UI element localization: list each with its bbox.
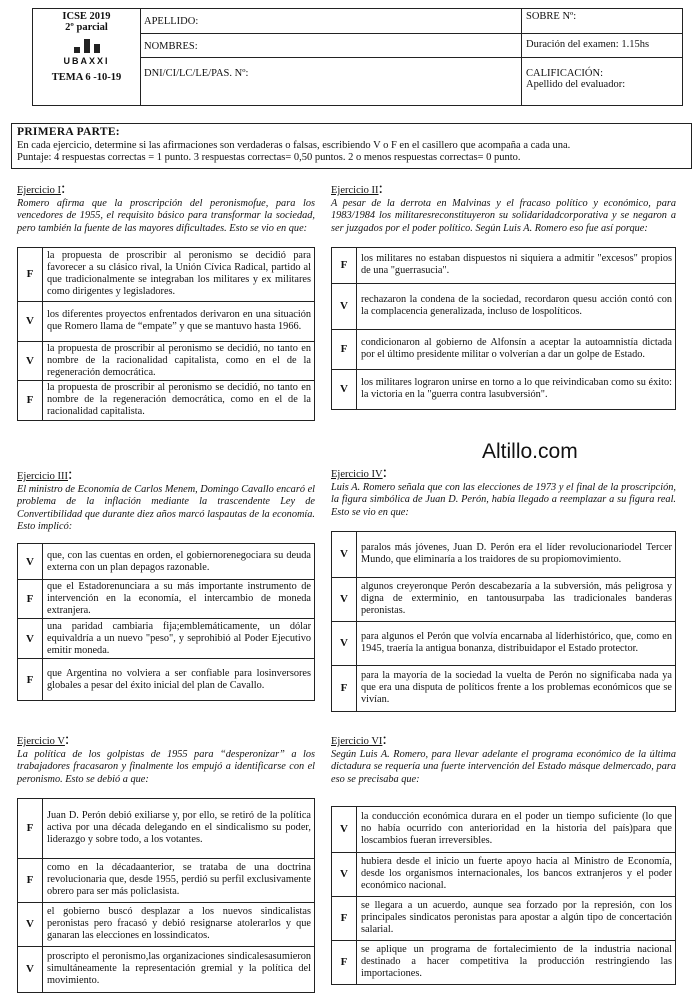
statement-text: paralos más jóvenes, Juan D. Perón era el líder revolucionariodel Tercer Mundo, que eliminaría a los traidores de su propiomovimiento. bbox=[357, 531, 676, 577]
answer-box[interactable]: V bbox=[332, 806, 357, 852]
sobre-label: SOBRE Nº: bbox=[526, 11, 577, 22]
answer-box[interactable]: F bbox=[332, 247, 357, 283]
answer-box[interactable]: F bbox=[18, 580, 43, 619]
section-title: PRIMERA PARTE: bbox=[17, 126, 120, 138]
answer-box[interactable]: F bbox=[18, 247, 43, 301]
apellido-label: APELLIDO: bbox=[144, 16, 199, 27]
statement-row bbox=[332, 665, 676, 711]
duracion-label: Duración del examen: 1.15hs bbox=[526, 39, 650, 50]
sobre-field[interactable] bbox=[522, 9, 683, 34]
answer-table bbox=[17, 247, 315, 421]
answer-box[interactable]: F bbox=[332, 896, 357, 940]
answer-box[interactable]: F bbox=[332, 329, 357, 369]
tema-label: TEMA 6 -10-19 bbox=[51, 72, 122, 83]
answer-table bbox=[331, 806, 676, 985]
course-name: ICSE 2019 bbox=[62, 11, 111, 22]
statement-row bbox=[332, 577, 676, 621]
statement-row bbox=[18, 858, 315, 902]
answer-box[interactable]: V bbox=[18, 544, 43, 580]
exercise-statement: El ministro de Economía de Carlos Menem, Domingo Cavallo encaró el problema de la inflación mediante la trascendente Ley de Convertibilidad que durante diez años marcó laspautas de la economía. Esto implicó: bbox=[17, 484, 315, 532]
statement-row bbox=[18, 946, 315, 992]
apellido-field[interactable] bbox=[141, 9, 522, 34]
exercise-1: Ejercicio I: Romero afirma que la proscripción del peronismofue, para los vencedores de 1955, el requisito básico para transformar la sociedad, pero también la fuente de las mayores dificultades. Esto se vio en que: F la propuesta de proscribir al peronismo se decidió para favorecer a su clásico rival, la Unión Cívica Radical, partido al que tradicionalmente se integraban los militares y ex militares como dirigentes y legisladores. V los diferentes proyectos enfrentados derivaron en una situación que Romero llama de “empate” y que se mantuvo hasta 1966. V la propuesta de proscribir al peronismo se decidió, no tanto en nombre de la racionalidad capitalista, como en el de la regeneración democrática. F la propuesta de proscribir al peronismo se decidió, no tanto en nombre de la regeneración democrática, como en el de la racionalidad capitalista. bbox=[17, 180, 315, 421]
statement-row bbox=[18, 301, 315, 341]
exercise-5: Ejercicio V: La política de los golpistas de 1955 para “desperonizar” a los trabajadores fracasaron y finalmente los empujó a identificarse con el peronismo. Esto se debió a que: F Juan D. Perón debió exiliarse y, por ello, se retiró de la política activa por una década delegando en el sindicalismo su poder, liderazgo y sobre todo, a los votantes. F como en la décadaanterior, se trataba de una doctrina revolucionaria que, desde 1955, perdió su perfil exclusivamente obrero para ser más policlasista. V el gobierno buscó desplazar a los nuevos sindicalistas peronistas pero fracasó y debió resignarse atolerarlos y que ganaran las elecciones en lossindicatos. V proscripto el peronismo,las organizaciones sindicalesasumieron simultáneamente la representación gremial y la política del movimiento. bbox=[17, 731, 315, 993]
statement-row bbox=[18, 247, 315, 301]
statement-row bbox=[18, 380, 315, 420]
exercise-6: Ejercicio VI: Según Luis A. Romero, para llevar adelante el programa económico de la última dictadura se requería una fuerte intervención del Estado másque delmercado, para eso se precisaba que: V la conducción económica durara en el poder un tiempo suficiente (lo que no había ocurrido con anterioridad en la historia del país)para que loscambios fueran irreversibles. V hubiera desde el inicio un fuerte apoyo hacia al Ministro de Economía, desde los organismos internacionales, los bancos extranjeros y el poder económico nacional. F se llegara a un acuerdo, aunque sea forzado por la represión, con los principales sindicatos peronistas para apostar a algún tipo de concertación salarial. F se aplique un programa de fortalecimiento de la industria nacional destinado a hacer competitiva la producción restringiendo las importaciones. bbox=[331, 731, 676, 985]
statement-text: la propuesta de proscribir al peronismo se decidió, no tanto en nombre de la regeneración democrática, como en el de la racionalidad capitalista. bbox=[43, 380, 315, 420]
answer-box[interactable]: F bbox=[18, 798, 43, 858]
statement-row bbox=[18, 659, 315, 701]
statement-text: una paridad cambiaria fija;emblemáticamente, un dólar equivaldría a un nuevo "peso", y seprohibió al Poder Ejecutivo emitir moneda. bbox=[43, 619, 315, 659]
statement-text: para la mayoría de la sociedad la vuelta de Perón no significaba nada ya que era una disputa de políticos frente a los problemas económicos que se vivían. bbox=[357, 665, 676, 711]
exam-header bbox=[32, 8, 683, 106]
exercise-statement: La política de los golpistas de 1955 para “desperonizar” a los trabajadores fracasaron y finalmente los empujó a identificarse con el peronismo. Esto se debió a que: bbox=[17, 749, 315, 785]
statement-text: que el Estadorenunciara a su más importante instrumento de intervención en la economía, el intercambio de moneda extranjera. bbox=[43, 580, 315, 619]
instructions-line: En cada ejercicio, determine si las afirmaciones son verdaderas o falsas, escribiendo V o F en el casillero que acompaña a cada una. bbox=[17, 139, 571, 151]
statement-text: los militares lograron unirse en torno a lo que reivindicaban como su éxito: la victoria en la "guerra contra lasubversión". bbox=[357, 369, 676, 409]
answer-box[interactable]: V bbox=[332, 577, 357, 621]
statement-row bbox=[332, 940, 676, 984]
answer-box[interactable]: V bbox=[332, 531, 357, 577]
exercise-statement: Luis A. Romero señala que con las elecciones de 1973 y el final de la proscripción, la figura simbólica de Juan D. Perón, había llegado a reemplazar a su figura real. Esto se vio en que: bbox=[331, 482, 676, 518]
statement-text: rechazaron la condena de la sociedad, recordaron quesu acción contó con la complacencia generalizada, incluso de lospolíticos. bbox=[357, 283, 676, 329]
answer-table bbox=[331, 531, 676, 712]
statement-text: algunos creyeronque Perón descabezaría a la subversión, más peligrosa y digna de exterminio, en tantousurpaba las tradicionales banderas peronistas. bbox=[357, 577, 676, 621]
statement-row bbox=[332, 329, 676, 369]
exercise-statement: Según Luis A. Romero, para llevar adelante el programa económico de la última dictadura se requería una fuerte intervención del Estado másque delmercado, para eso se precisaba que: bbox=[331, 749, 676, 785]
exercise-4: Ejercicio IV: Luis A. Romero señala que con las elecciones de 1973 y el final de la proscripción, la figura simbólica de Juan D. Perón, había llegado a reemplazar a su figura real. Esto se vio en que: V paralos más jóvenes, Juan D. Perón era el líder revolucionariodel Tercer Mundo, que eliminaría a los traidores de su propiomovimiento. V algunos creyeronque Perón descabezaría a la subversión, más peligrosa y digna de exterminio, en tantousurpaba las tradicionales banderas peronistas. V para algunos el Perón que volvía encarnaba al líderhistórico, que, como en 1945, traería la antigua bonanza, distribuidapor el Estado protector. F para la mayoría de la sociedad la vuelta de Perón no significaba nada ya que era una disputa de políticos frente a los problemas económicos que se vivían. bbox=[331, 464, 676, 712]
calificacion-label: CALIFICACIÓN: bbox=[526, 68, 604, 79]
duracion-cell bbox=[522, 34, 683, 58]
exercise-3: Ejercicio III: El ministro de Economía de Carlos Menem, Domingo Cavallo encaró el problema de la inflación mediante la trascendente Ley de Convertibilidad que durante diez años marcó laspautas de la economía. Esto implicó: V que, con las cuentas en orden, el gobiernorenegociara su deuda externa con un plan depagos razonable. F que el Estadorenunciara a su más importante instrumento de intervención en la economía, el intercambio de moneda extranjera. V una paridad cambiaria fija;emblemáticamente, un dólar equivaldría a un nuevo "peso", y seprohibió al Poder Ejecutivo emitir moneda. F que Argentina no volviera a ser confiable para losinversores globales a pesar del éxito inicial del plan de Cavallo. bbox=[17, 466, 315, 701]
exercise-statement: A pesar de la derrota en Malvinas y el fracaso político y económico, para 1983/1984 los militaresreconstituyeron su solidaridadcorporativa y se negaron a ser juzgados por el poder político. Según Luis A. Romero eso fue así porque: bbox=[331, 198, 676, 234]
answer-box[interactable]: V bbox=[18, 301, 43, 341]
answer-table bbox=[17, 798, 315, 993]
statement-row bbox=[332, 896, 676, 940]
statement-row bbox=[332, 806, 676, 852]
answer-box[interactable]: V bbox=[332, 621, 357, 665]
calificacion-field[interactable] bbox=[522, 58, 683, 106]
exercise-statement: Romero afirma que la proscripción del peronismofue, para los vencedores de 1955, el requisito básico para transformar la sociedad, pero también la fuente de las mayores dificultades. Esto se vio en que: bbox=[17, 198, 315, 234]
answer-box[interactable]: V bbox=[18, 341, 43, 380]
exercise-title: Ejercicio IV bbox=[331, 469, 383, 480]
statement-text: hubiera desde el inicio un fuerte apoyo hacia al Ministro de Economía, desde los organismos internacionales, los bancos extranjeros y el poder económico nacional. bbox=[357, 852, 676, 896]
statement-text: el gobierno buscó desplazar a los nuevos sindicalistas peronistas pero fracasó y debió resignarse atolerarlos y que ganaran las elecciones en lossindicatos. bbox=[43, 902, 315, 946]
exercise-title: Ejercicio III bbox=[17, 471, 69, 482]
nombres-label: NOMBRES: bbox=[144, 41, 198, 52]
answer-box[interactable]: V bbox=[18, 902, 43, 946]
statement-row bbox=[332, 283, 676, 329]
exercise-title: Ejercicio I bbox=[17, 185, 62, 196]
statement-row bbox=[18, 341, 315, 380]
statement-row bbox=[332, 369, 676, 409]
statement-text: que Argentina no volviera a ser confiable para losinversores globales a pesar del éxito inicial del plan de Cavallo. bbox=[43, 659, 315, 701]
statement-row bbox=[18, 544, 315, 580]
nombres-field[interactable] bbox=[141, 34, 522, 58]
statement-text: la propuesta de proscribir al peronismo se decidió, no tanto en nombre de la racionalidad capitalista, como en el de la regeneración democrática. bbox=[43, 341, 315, 380]
exercise-2: Ejercicio II: A pesar de la derrota en Malvinas y el fracaso político y económico, para 1983/1984 los militaresreconstituyeron su solidaridadcorporativa y se negaron a ser juzgados por el poder político. Según Luis A. Romero eso fue así porque: F los militares no estaban dispuestos ni siquiera a admitir "excesos" propios de una "guerrasucia". V rechazaron la condena de la sociedad, recordaron quesu acción contó con la complacencia generalizada, incluso de lospolíticos. F condicionaron al gobierno de Alfonsín a aceptar la autoamnistía dictada por el último presidente militar o volverían a dar un golpe de Estado. V los militares lograron unirse en torno a lo que reivindicaban como su éxito: la victoria en la "guerra contra lasubversión". bbox=[331, 180, 676, 410]
statement-row bbox=[332, 621, 676, 665]
answer-table bbox=[331, 247, 676, 410]
statement-row bbox=[18, 902, 315, 946]
statement-text: se aplique un programa de fortalecimiento de la industria nacional destinado a hacer competitiva la producción restringiendo las importaciones. bbox=[357, 940, 676, 984]
statement-text: para algunos el Perón que volvía encarnaba al líderhistórico, que, como en 1945, traería la antigua bonanza, distribuidapor el Estado protector. bbox=[357, 621, 676, 665]
exercise-title: Ejercicio V bbox=[17, 736, 65, 747]
instructions-box bbox=[11, 123, 692, 169]
dni-field[interactable] bbox=[141, 58, 522, 106]
scoring-line: Puntaje: 4 respuestas correctas = 1 punto. 3 respuestas correctas= 0,50 puntos. 2 o menos respuestas correctas= 0 punto. bbox=[17, 152, 521, 163]
statement-text: se llegara a un acuerdo, aunque sea forzado por la represión, con los principales sindicatos peronistas para apostar a algún tipo de concertación salarial. bbox=[357, 896, 676, 940]
statement-text: que, con las cuentas en orden, el gobiernorenegociara su deuda externa con un plan depagos razonable. bbox=[43, 544, 315, 580]
answer-box[interactable]: F bbox=[18, 380, 43, 420]
evaluador-label: Apellido del evaluador: bbox=[526, 79, 626, 90]
answer-box[interactable]: V bbox=[332, 852, 357, 896]
statement-row bbox=[332, 852, 676, 896]
answer-table bbox=[17, 543, 315, 701]
exercise-title: Ejercicio VI bbox=[331, 736, 383, 747]
uba-logo-icon bbox=[74, 39, 100, 53]
answer-box[interactable]: V bbox=[18, 946, 43, 992]
statement-text: los militares no estaban dispuestos ni siquiera a admitir "excesos" propios de una "guerrasucia". bbox=[357, 247, 676, 283]
statement-row bbox=[18, 798, 315, 858]
exam-name: 2º parcial bbox=[65, 22, 108, 33]
statement-row bbox=[18, 619, 315, 659]
statement-row bbox=[332, 247, 676, 283]
statement-text: proscripto el peronismo,las organizaciones sindicalesasumieron simultáneamente la representación gremial y la política del movimiento. bbox=[43, 946, 315, 992]
statement-text: la propuesta de proscribir al peronismo se decidió para favorecer a su clásico rival, la Unión Cívica Radical, partido al que tradicionalmente se integraban los militares y ex militares como dirigentes y legisladores. bbox=[43, 247, 315, 301]
statement-row bbox=[332, 531, 676, 577]
answer-box[interactable]: F bbox=[332, 665, 357, 711]
answer-box[interactable]: F bbox=[332, 940, 357, 984]
watermark: Altillo.com bbox=[482, 440, 578, 463]
dni-label: DNI/CI/LC/LE/PAS. Nº: bbox=[144, 68, 249, 79]
answer-box[interactable]: V bbox=[332, 283, 357, 329]
statement-text: como en la décadaanterior, se trataba de una doctrina revolucionaria que, desde 1955, perdió su perfil exclusivamente obrero para ser más policlasista. bbox=[43, 858, 315, 902]
logo-text: UBAXXI bbox=[63, 56, 110, 66]
statement-text: la conducción económica durara en el poder un tiempo suficiente (lo que no había ocurrido con anterioridad en la historia del país)para que loscambios fueran irreversibles. bbox=[357, 806, 676, 852]
statement-row bbox=[18, 580, 315, 619]
answer-box[interactable]: F bbox=[18, 659, 43, 701]
exercise-title: Ejercicio II bbox=[331, 185, 379, 196]
statement-text: los diferentes proyectos enfrentados derivaron en una situación que Romero llama de “empate” y que se mantuvo hasta 1966. bbox=[43, 301, 315, 341]
statement-text: condicionaron al gobierno de Alfonsín a aceptar la autoamnistía dictada por el último presidente militar o volverían a dar un golpe de Estado. bbox=[357, 329, 676, 369]
answer-box[interactable]: V bbox=[18, 619, 43, 659]
course-block bbox=[33, 9, 141, 106]
answer-box[interactable]: V bbox=[332, 369, 357, 409]
answer-box[interactable]: F bbox=[18, 858, 43, 902]
statement-text: Juan D. Perón debió exiliarse y, por ello, se retiró de la política activa por una década delegando en el sindicalismo su poder, liderazgo y sobre todo, a los votantes. bbox=[43, 798, 315, 858]
